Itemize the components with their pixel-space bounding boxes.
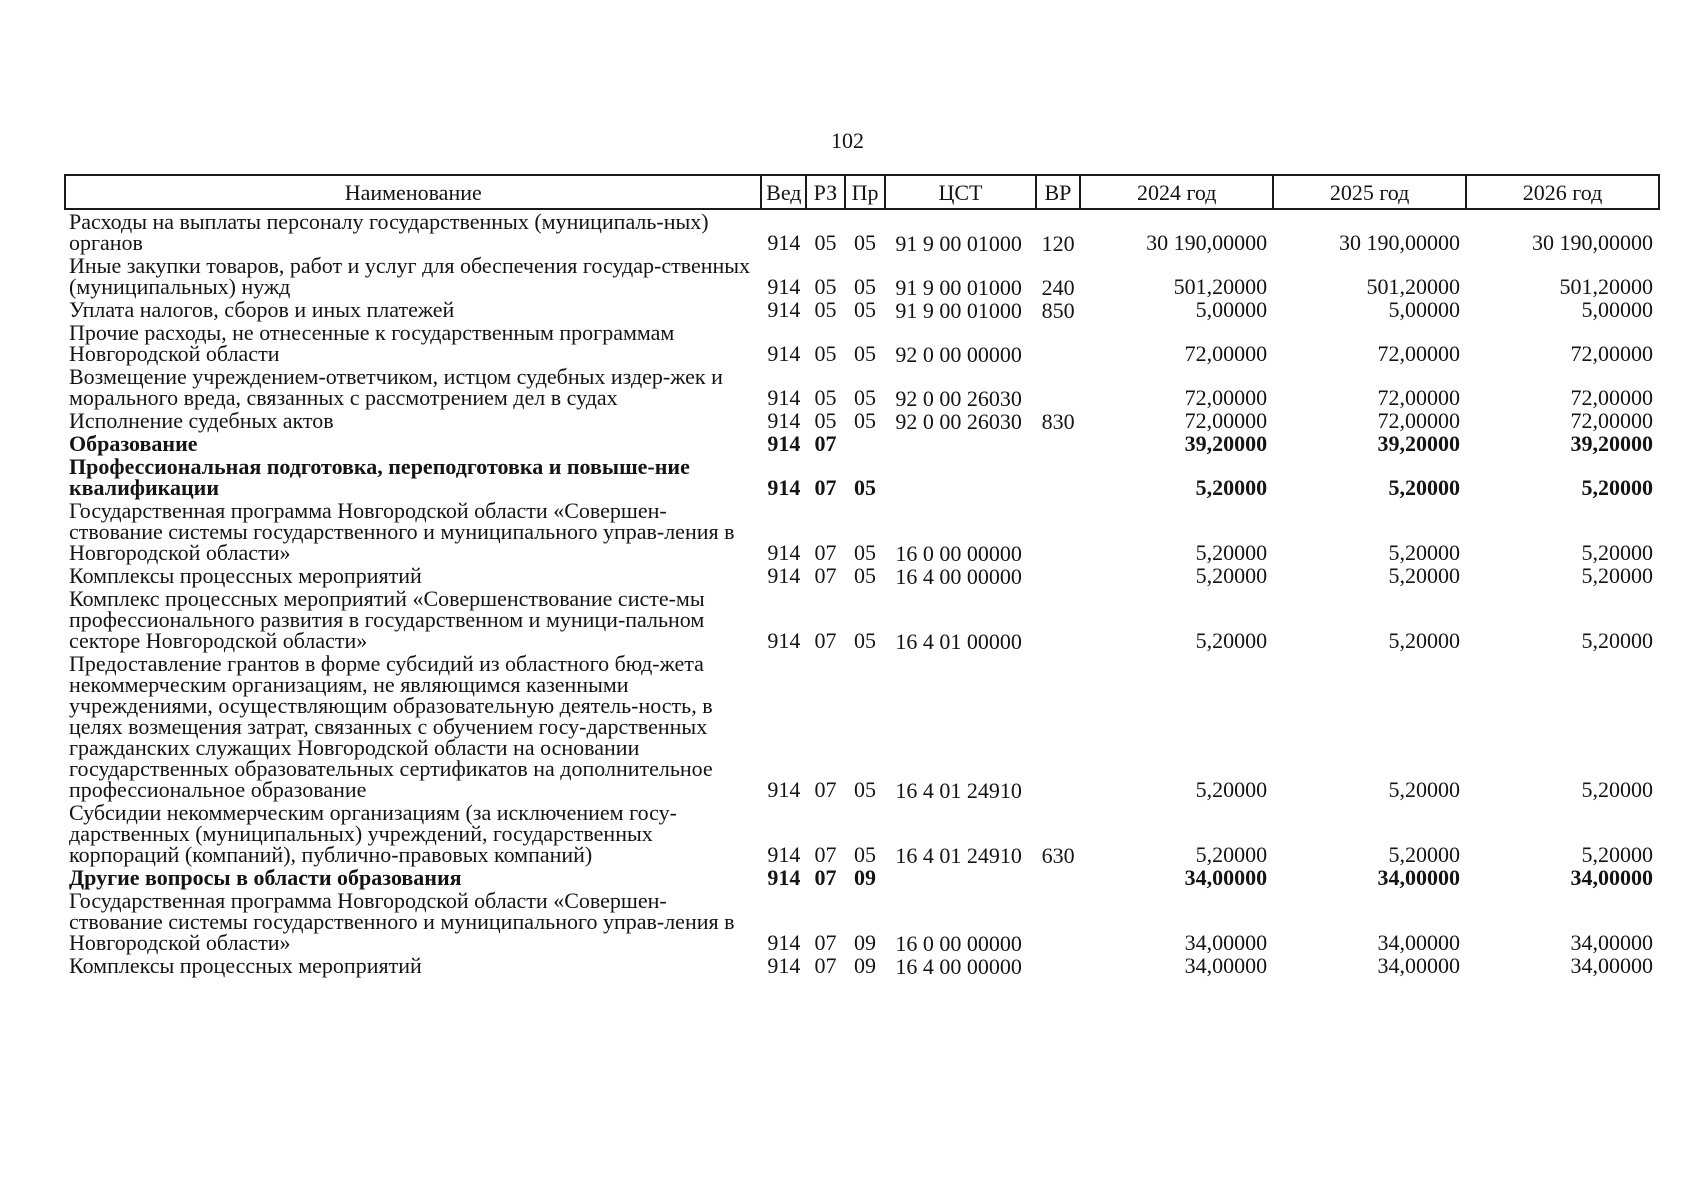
row-amount-2025: 39,20000 [1377, 431, 1461, 456]
row-pr: 09 [854, 953, 877, 978]
row-ved: 914 [767, 408, 801, 433]
row-ved: 914 [767, 777, 801, 802]
row-amount-2024: 72,00000 [1184, 341, 1268, 366]
row-amount-2026: 34,00000 [1570, 865, 1653, 890]
row-rz: 07 [814, 842, 837, 867]
row-amount-2025: 34,00000 [1377, 953, 1461, 978]
row-amount-2025: 5,20000 [1388, 475, 1461, 500]
header-vr: ВР [1036, 175, 1081, 209]
row-amount-2026: 72,00000 [1570, 385, 1653, 410]
table-body [65, 209, 1659, 977]
row-vr [1036, 564, 1081, 587]
row-name: Образование [69, 431, 198, 456]
row-name: Другие вопросы в области образования [69, 865, 462, 890]
table-row [65, 432, 1659, 455]
table-row [65, 889, 1659, 954]
row-pr: 05 [854, 385, 877, 410]
row-rz: 05 [814, 297, 837, 322]
table-row [65, 564, 1659, 587]
row-ved: 914 [767, 930, 801, 955]
row-rz: 07 [814, 953, 837, 978]
table-row [65, 409, 1659, 432]
row-ved: 914 [767, 385, 801, 410]
row-amount-2024: 5,20000 [1195, 842, 1268, 867]
row-name: Предоставление грантов в форме субсидий из областного бюд-жета некоммерческим организациям, не являющимся казенными учреждениями, осуществляющим образовательную деятель-ность, в целях возмещения затрат, связанных с обучением госу-дарственных гражданских служащих Новгородской области на основании государственных образовательных сертификатов на дополнительное профессиональное образование [69, 651, 713, 802]
row-amount-2025: 72,00000 [1377, 341, 1461, 366]
row-pr: 05 [854, 341, 877, 366]
row-cst: 92 0 00 26030 [895, 386, 1022, 411]
row-rz: 05 [814, 230, 837, 255]
row-amount-2025: 5,20000 [1388, 842, 1461, 867]
row-name: Иные закупки товаров, работ и услуг для обеспечения государ-ственных (муниципальных) нужд [69, 253, 751, 299]
row-amount-2026: 34,00000 [1570, 953, 1653, 978]
row-amount-2024: 5,00000 [1195, 297, 1268, 322]
row-cst: 16 0 00 00000 [895, 541, 1022, 566]
row-rz: 07 [814, 431, 837, 456]
row-amount-2025: 72,00000 [1377, 408, 1461, 433]
row-amount-2026: 30 190,00000 [1532, 230, 1653, 255]
row-ved: 914 [767, 563, 801, 588]
row-cst: 16 4 01 24910 [895, 778, 1022, 803]
row-vr [1036, 954, 1081, 977]
row-name: Возмещение учреждением-ответчиком, истцом судебных издер-жек и морального вреда, связанных с рассмотрением дел в судах [69, 364, 723, 410]
row-rz: 07 [814, 777, 837, 802]
row-name: Комплекс процессных мероприятий «Совершенствование систе-мы профессионального развития в государственном и муници-пальном секторе Новгородской области» [69, 586, 705, 653]
row-amount-2024: 34,00000 [1184, 953, 1268, 978]
row-cst: 16 0 00 00000 [895, 931, 1022, 956]
row-vr [1036, 432, 1081, 455]
row-rz: 07 [814, 865, 837, 890]
row-cst [885, 455, 1035, 499]
row-vr [1036, 866, 1081, 889]
row-amount-2026: 501,20000 [1559, 274, 1653, 299]
row-amount-2026: 5,20000 [1581, 628, 1653, 653]
row-rz: 05 [814, 341, 837, 366]
row-cst: 16 4 01 24910 [895, 843, 1022, 868]
row-pr: 05 [854, 842, 877, 867]
row-amount-2025: 5,20000 [1388, 628, 1461, 653]
row-vr: 630 [1041, 843, 1075, 868]
row-cst: 91 9 00 01000 [895, 298, 1022, 323]
table-row [65, 801, 1659, 866]
row-cst: 16 4 00 00000 [895, 564, 1022, 589]
table-row [65, 209, 1659, 254]
row-rz: 05 [814, 385, 837, 410]
table-row [65, 455, 1659, 499]
row-cst: 92 0 00 26030 [895, 409, 1022, 434]
row-amount-2025: 5,20000 [1388, 777, 1461, 802]
row-amount-2024: 39,20000 [1184, 431, 1268, 456]
row-ved: 914 [767, 953, 801, 978]
header-rz: РЗ [806, 175, 845, 209]
row-ved: 914 [767, 341, 801, 366]
row-rz: 07 [814, 475, 837, 500]
header-cst: ЦСТ [885, 175, 1035, 209]
row-amount-2024: 30 190,00000 [1146, 230, 1268, 255]
table-row [65, 954, 1659, 977]
table-row [65, 365, 1659, 409]
row-amount-2025: 5,20000 [1388, 563, 1461, 588]
row-cst [885, 432, 1035, 455]
row-name: Субсидии некоммерческим организациям (за исключением госу-дарственных (муниципальных) учреждений, государственных корпораций (компаний), публично-правовых компаний) [69, 800, 677, 867]
row-vr [1036, 587, 1081, 652]
row-amount-2026: 5,20000 [1581, 563, 1653, 588]
row-ved: 914 [767, 274, 801, 299]
row-amount-2026: 39,20000 [1570, 431, 1653, 456]
budget-table [64, 174, 1660, 977]
row-name: Уплата налогов, сборов и иных платежей [69, 297, 455, 322]
row-cst [885, 866, 1035, 889]
row-cst: 16 4 00 00000 [895, 954, 1022, 979]
row-vr [1036, 321, 1081, 365]
row-cst: 16 4 01 00000 [895, 629, 1022, 654]
row-amount-2024: 5,20000 [1195, 475, 1268, 500]
row-vr: 240 [1041, 275, 1075, 300]
row-amount-2024: 5,20000 [1195, 628, 1268, 653]
row-rz: 05 [814, 274, 837, 299]
row-amount-2025: 501,20000 [1366, 274, 1461, 299]
row-ved: 914 [767, 431, 801, 456]
row-vr [1036, 652, 1081, 801]
row-amount-2026: 72,00000 [1570, 341, 1653, 366]
row-vr: 120 [1041, 231, 1075, 256]
row-amount-2024: 72,00000 [1184, 385, 1268, 410]
row-pr: 05 [854, 274, 877, 299]
row-cst: 91 9 00 01000 [895, 275, 1022, 300]
table-row [65, 652, 1659, 801]
row-ved: 914 [767, 297, 801, 322]
table-header-row [65, 175, 1659, 209]
header-name: Наименование [65, 175, 761, 209]
row-pr: 05 [854, 563, 877, 588]
row-vr [1036, 455, 1081, 499]
table-row [65, 321, 1659, 365]
header-2026: 2026 год [1466, 175, 1659, 209]
row-amount-2026: 5,20000 [1581, 777, 1653, 802]
row-amount-2024: 5,20000 [1195, 563, 1268, 588]
table-row [65, 254, 1659, 298]
row-pr: 05 [854, 628, 877, 653]
table-row [65, 499, 1659, 564]
row-amount-2024: 72,00000 [1184, 408, 1268, 433]
row-rz: 07 [814, 540, 837, 565]
row-amount-2026: 5,00000 [1581, 297, 1653, 322]
table-row [65, 866, 1659, 889]
row-name: Комплексы процессных мероприятий [69, 953, 422, 978]
row-amount-2026: 5,20000 [1581, 842, 1653, 867]
row-amount-2025: 5,20000 [1388, 540, 1461, 565]
row-amount-2025: 5,00000 [1388, 297, 1461, 322]
row-cst: 91 9 00 01000 [895, 231, 1022, 256]
row-ved: 914 [767, 628, 801, 653]
row-vr [1036, 499, 1081, 564]
table-row [65, 298, 1659, 321]
row-amount-2025: 72,00000 [1377, 385, 1461, 410]
row-amount-2024: 501,20000 [1173, 274, 1268, 299]
row-vr [1036, 365, 1081, 409]
row-amount-2025: 34,00000 [1377, 930, 1461, 955]
row-amount-2024: 5,20000 [1195, 540, 1268, 565]
row-amount-2024: 34,00000 [1184, 865, 1268, 890]
row-pr: 05 [854, 540, 877, 565]
row-rz: 07 [814, 930, 837, 955]
header-pr: Пр [845, 175, 886, 209]
row-pr: 05 [854, 475, 877, 500]
row-pr: 09 [854, 865, 877, 890]
row-pr: 05 [854, 297, 877, 322]
row-ved: 914 [767, 842, 801, 867]
row-amount-2026: 34,00000 [1570, 930, 1653, 955]
row-rz: 07 [814, 628, 837, 653]
row-ved: 914 [767, 540, 801, 565]
row-amount-2024: 34,00000 [1184, 930, 1268, 955]
row-amount-2026: 72,00000 [1570, 408, 1653, 433]
row-name: Государственная программа Новгородской области «Совершен-ствование системы государственного и муниципального управ-ления в Новгородской области» [69, 888, 735, 955]
row-amount-2024: 5,20000 [1195, 777, 1268, 802]
row-pr: 09 [854, 930, 877, 955]
row-pr [845, 432, 886, 455]
row-vr: 830 [1041, 409, 1075, 434]
row-name: Комплексы процессных мероприятий [69, 563, 422, 588]
row-vr [1036, 889, 1081, 954]
row-name: Исполнение судебных актов [69, 408, 334, 433]
row-name: Государственная программа Новгородской области «Совершен-ствование системы государственного и муниципального управ-ления в Новгородской области» [69, 498, 735, 565]
row-ved: 914 [767, 475, 801, 500]
header-2024: 2024 год [1080, 175, 1273, 209]
page-number: 102 [831, 128, 864, 153]
row-pr: 05 [854, 230, 877, 255]
row-rz: 05 [814, 408, 837, 433]
row-name: Расходы на выплаты персоналу государственных (муниципаль-ных) органов [69, 209, 709, 255]
row-amount-2026: 5,20000 [1581, 540, 1653, 565]
header-ved: Вед [761, 175, 806, 209]
row-rz: 07 [814, 563, 837, 588]
row-amount-2025: 34,00000 [1377, 865, 1461, 890]
row-vr: 850 [1041, 298, 1075, 323]
row-amount-2025: 30 190,00000 [1339, 230, 1461, 255]
row-name: Прочие расходы, не отнесенные к государственным программам Новгородской области [69, 320, 675, 366]
row-amount-2026: 5,20000 [1581, 475, 1653, 500]
row-ved: 914 [767, 230, 801, 255]
row-cst: 92 0 00 00000 [895, 342, 1022, 367]
row-name: Профессиональная подготовка, переподготовка и повыше-ние квалификации [69, 454, 690, 500]
header-2025: 2025 год [1273, 175, 1466, 209]
row-pr: 05 [854, 408, 877, 433]
table-row [65, 587, 1659, 652]
row-ved: 914 [767, 865, 801, 890]
row-pr: 05 [854, 777, 877, 802]
